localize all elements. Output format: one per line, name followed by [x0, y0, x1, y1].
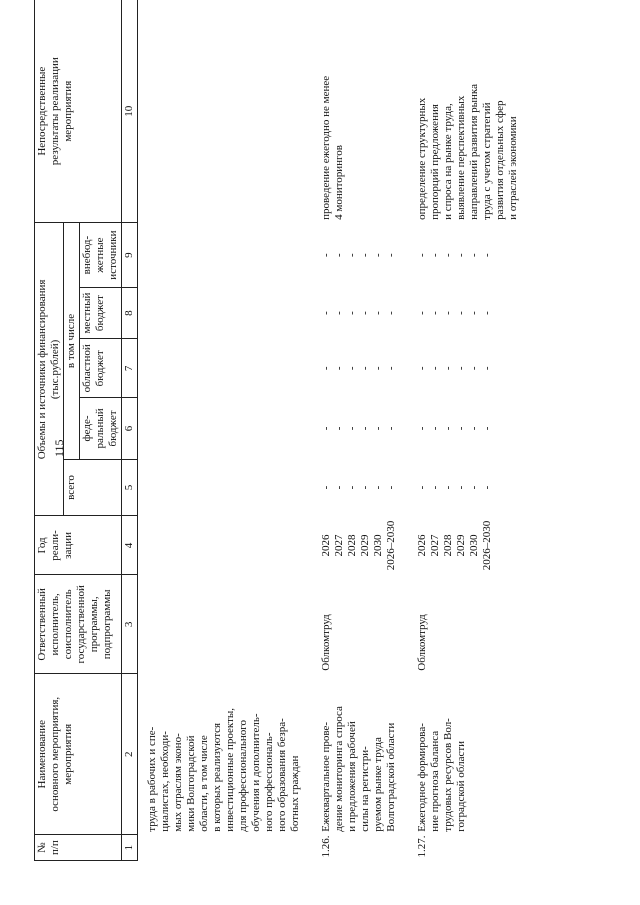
header-including: в том числе	[64, 223, 80, 459]
column-number-row	[122, 0, 138, 861]
expected-result: проведение ежегодно не менее 4 мониторингов	[320, 75, 345, 220]
implementation-years: 2026 2027 2028 2029 2030 2026–2030	[320, 520, 397, 571]
header-federal: феде- ральный бюджет	[80, 398, 122, 459]
continuation-row	[138, 0, 313, 861]
header-local: местный бюджет	[80, 287, 122, 339]
col-number: 5	[122, 459, 138, 516]
row-number: 1.27.	[416, 835, 428, 858]
header-extra: внебюд- жетные источники	[80, 223, 122, 287]
continuation-name: труда в рабочих и спе- циалистах, необходи- мых отраслям эконо- мики Волгоградской области, в том числе в которых реализуются инвестиционные проекты, для профессионального обучения и дополнитель- ного профессиональ- ного образования безра- ботных граждан	[146, 707, 301, 832]
header-row-1	[35, 0, 64, 861]
header-no: № п/п	[35, 835, 122, 861]
program-activities-table	[34, 0, 530, 861]
header-funding: Объемы и источники финансирования (тыс.рублей)	[35, 223, 64, 516]
header-regional: областной бюджет	[80, 339, 122, 398]
table-row	[408, 0, 530, 861]
col-number: 10	[122, 0, 138, 223]
col-number: 4	[122, 516, 138, 575]
col-number: 1	[122, 835, 138, 861]
page-number: 115	[52, 439, 66, 457]
col-number: 3	[122, 575, 138, 674]
funding-extra: - - - - - -	[416, 253, 493, 257]
col-number: 8	[122, 287, 138, 339]
funding-regional: - - - - - -	[320, 366, 397, 371]
header-year: Год реали- зации	[35, 516, 122, 575]
funding-local: - - - - - -	[416, 311, 493, 315]
col-number: 7	[122, 339, 138, 398]
col-number: 9	[122, 223, 138, 287]
funding-extra: - - - - - -	[320, 253, 397, 257]
header-results: Непосредственные результаты реализации мероприятия	[35, 0, 122, 223]
funding-federal: - - - - - -	[320, 426, 397, 431]
header-total: всего	[64, 459, 122, 516]
row-number: 1.26.	[320, 835, 332, 858]
activity-name: Ежеквартальное прове- дение мониторинга спроса и предложения рабочей силы на регистри- руемом рынке труда Волгоградской области	[320, 706, 397, 832]
executor: Облкомтруд	[320, 614, 332, 671]
funding-local: - - - - - -	[320, 311, 397, 315]
funding-federal: - - - - - -	[416, 426, 493, 431]
col-number: 6	[122, 398, 138, 459]
col-number: 2	[122, 674, 138, 835]
expected-result: определение структурных пропорций предложения и спроса на рынке труда, выявление перспективных направлений развития рынка труда с учетом стратегий развития отдельных сфер и отраслей экономики	[416, 84, 519, 220]
funding-total: - - - - - -	[320, 485, 397, 490]
funding-total: - - - - - -	[416, 485, 493, 490]
implementation-years: 2026 2027 2028 2029 2030 2026–2030	[416, 520, 493, 571]
executor: Облкомтруд	[416, 614, 428, 671]
table-row	[312, 0, 408, 861]
header-name: Наименование основного мероприятия, мероприятия	[35, 674, 122, 835]
funding-regional: - - - - - -	[416, 366, 493, 371]
header-executor: Ответственный исполнитель, соисполнитель государственной программы, подпрограммы	[35, 575, 122, 674]
activity-name: Ежегодное формирова- ние прогноза баланса трудовых ресурсов Вол- гоградской области	[416, 718, 467, 832]
